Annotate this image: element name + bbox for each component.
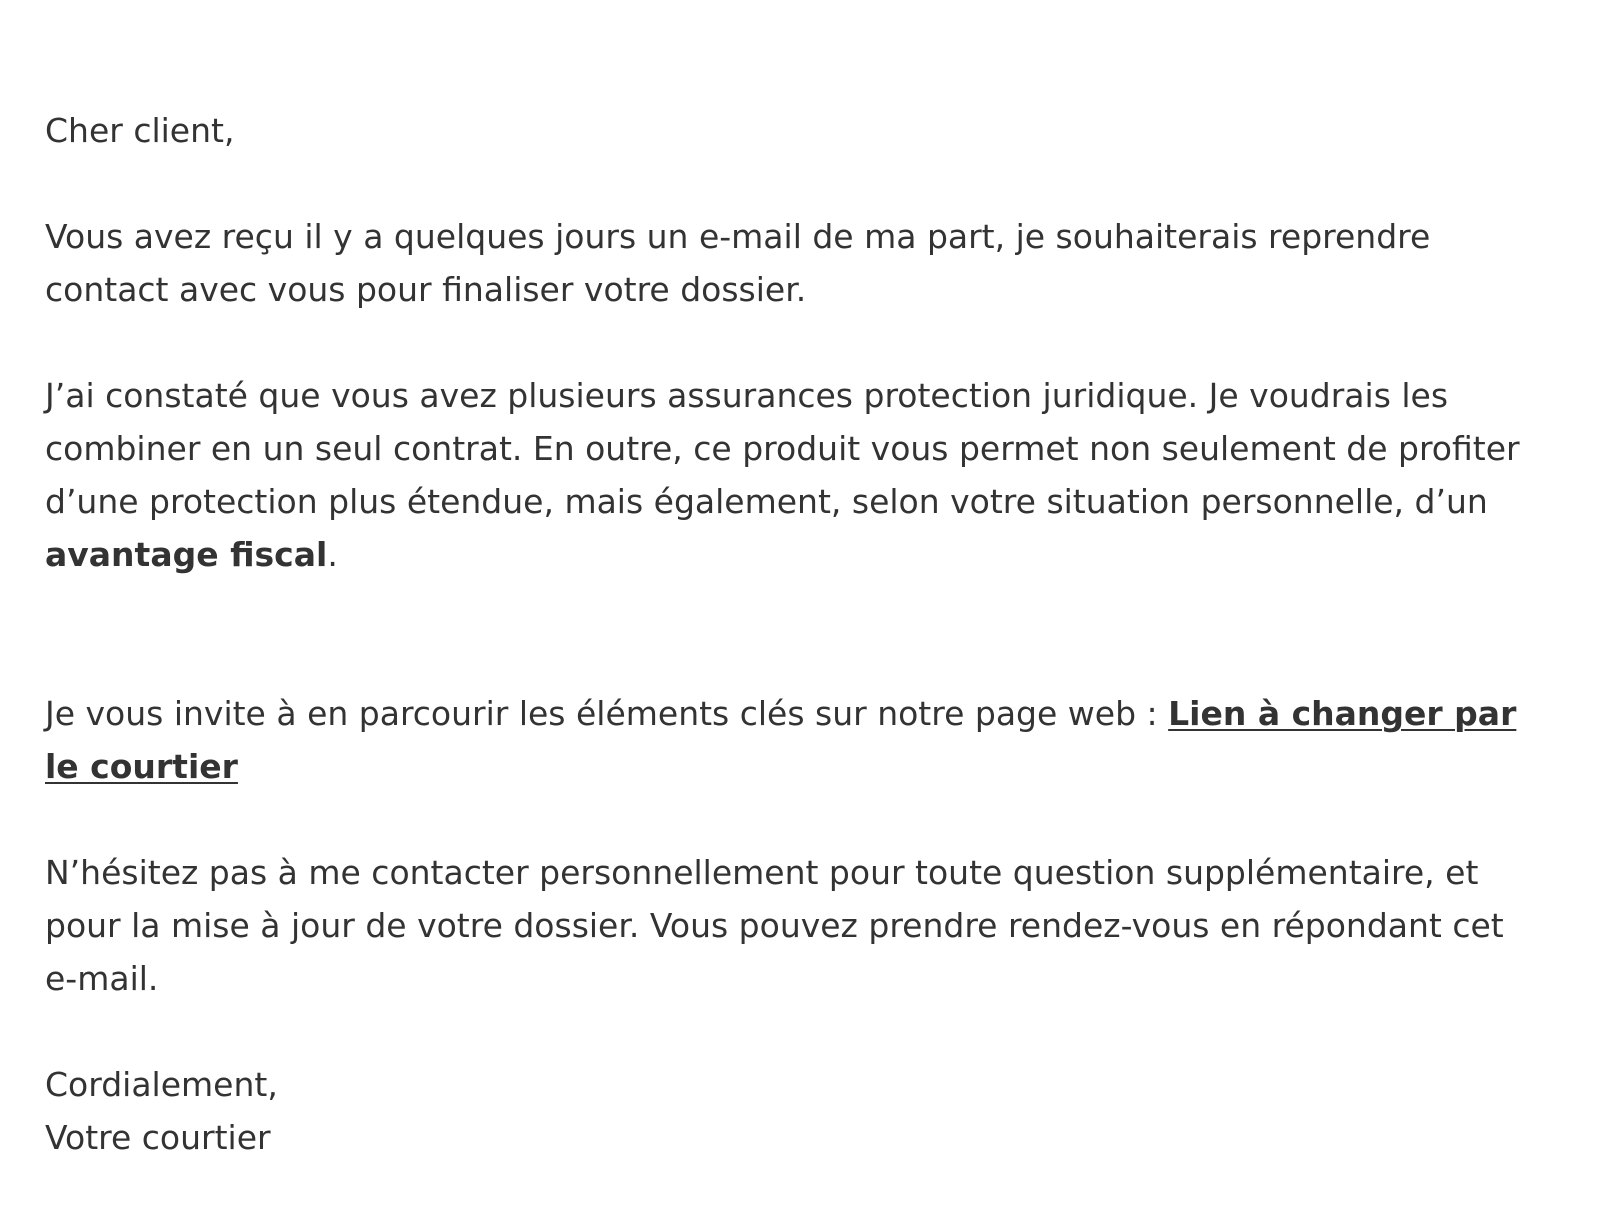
tax-advantage-highlight: avantage fiscal [45,535,328,574]
signoff: Cordialement, [45,1065,278,1104]
paragraph-contact: N’hésitez pas à me contacter personnellement pour toute question supplémentaire, et pour la mise à jour de votre dossier. Vous pouvez prendre rendez-vous en répondant cet e-mail. [45,853,1504,998]
greeting: Cher client, [45,111,235,150]
paragraph-follow-up: Vous avez reçu il y a quelques jours un e-mail de ma part, je souhaiterais reprendre contact avec vous pour finaliser votre dossier. [45,217,1431,309]
signature: Votre courtier [45,1118,271,1157]
broker-webpage-link[interactable]: Lien à changer par le courtier [45,694,1517,786]
paragraph-insurance-text: J’ai constaté que vous avez plusieurs assurances protection juridique. Je voudrais les combiner en un seul contrat. En outre, ce produit vous permet non seulement de profiter d’une protection plus étendue, mais également, selon votre situation personnelle, d’un [45,376,1520,521]
paragraph-insurance [45,369,1545,581]
email-body [45,104,1545,1164]
paragraph-webpage-text: Je vous invite à en parcourir les éléments clés sur notre page web : [45,694,1169,733]
paragraph-insurance-end: . [327,535,338,574]
paragraph-webpage [45,687,1545,793]
